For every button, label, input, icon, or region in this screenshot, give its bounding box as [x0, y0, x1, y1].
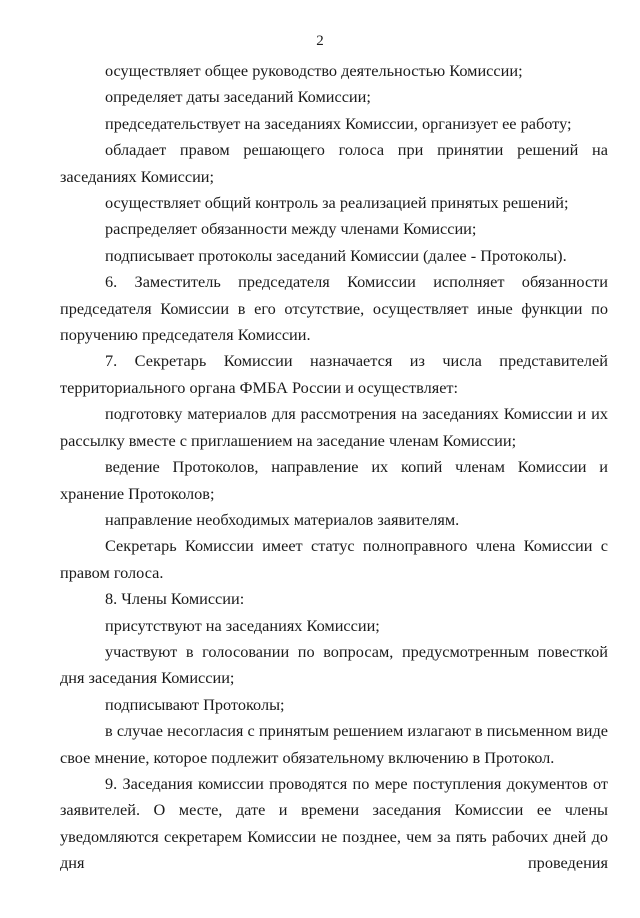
paragraph-signs-protocols: подписывает протоколы заседаний Комиссии (далее - Протоколы). [105, 245, 567, 265]
paragraph-general-management: осуществляет общее руководство деятельностью Комиссии; [105, 61, 523, 80]
paragraph-item-9-meetings: 9. Заседания комиссии проводятся по мере поступления документов от заявителей. О месте, дате и времени заседания Комиссии ее члены уведомляются секретарем Комиссии не позднее, чем за пять рабочих дней до дня проведения [60, 773, 608, 873]
paragraph-deciding-vote: обладает правом решающего голоса при принятии решений на заседаниях Комиссии; [60, 140, 608, 186]
paragraph-participate-voting: участвуют в голосовании по вопросам, предусмотренным повесткой дня заседания Комиссии; [60, 641, 608, 688]
paragraph-meeting-dates: определяет даты заседаний Комиссии; [105, 87, 371, 107]
paragraph-item-6-deputy-chairman: 6. Заместитель председателя Комиссии исполняет обязанности председателя Комиссии в его отсутствие, осуществляет иные функции по поручению председателя Комиссии. [60, 272, 608, 345]
paragraph-sends-materials: направление необходимых материалов заявителям. [105, 509, 460, 529]
paragraph-secretary-status: Секретарь Комиссии имеет статус полноправного члена Комиссии с правом голоса. [60, 536, 608, 582]
paragraph-sign-protocols: подписывают Протоколы; [105, 694, 285, 714]
paragraph-item-8-members: 8. Члены Комиссии: [105, 589, 245, 609]
page-number: 2 [316, 33, 324, 49]
paragraph-dissenting-opinion: в случае несогласия с принятым решением излагают в письменном виде свое мнение, которое подлежит обязательному включению в Протокол. [60, 721, 608, 767]
paragraph-chairs-meetings: председательствует на заседаниях Комиссии, организует ее работу; [105, 113, 572, 133]
document-body [60, 58, 608, 877]
paragraph-attend-meetings: присутствуют на заседаниях Комиссии; [105, 615, 380, 635]
paragraph-distributes-duties: распределяет обязанности между членами Комиссии; [105, 219, 477, 239]
paragraph-prepares-materials: подготовку материалов для рассмотрения на заседаниях Комиссии и их рассылку вместе с приглашением на заседание членам Комиссии; [60, 404, 608, 450]
paragraph-keeps-protocols: ведение Протоколов, направление их копий членам Комиссии и хранение Протоколов; [60, 457, 608, 503]
paragraph-item-7-secretary: 7. Секретарь Комиссии назначается из числа представителей территориального органа ФМБА России и осуществляет: [60, 351, 608, 397]
paragraph-general-control: осуществляет общий контроль за реализацией принятых решений; [105, 193, 569, 213]
